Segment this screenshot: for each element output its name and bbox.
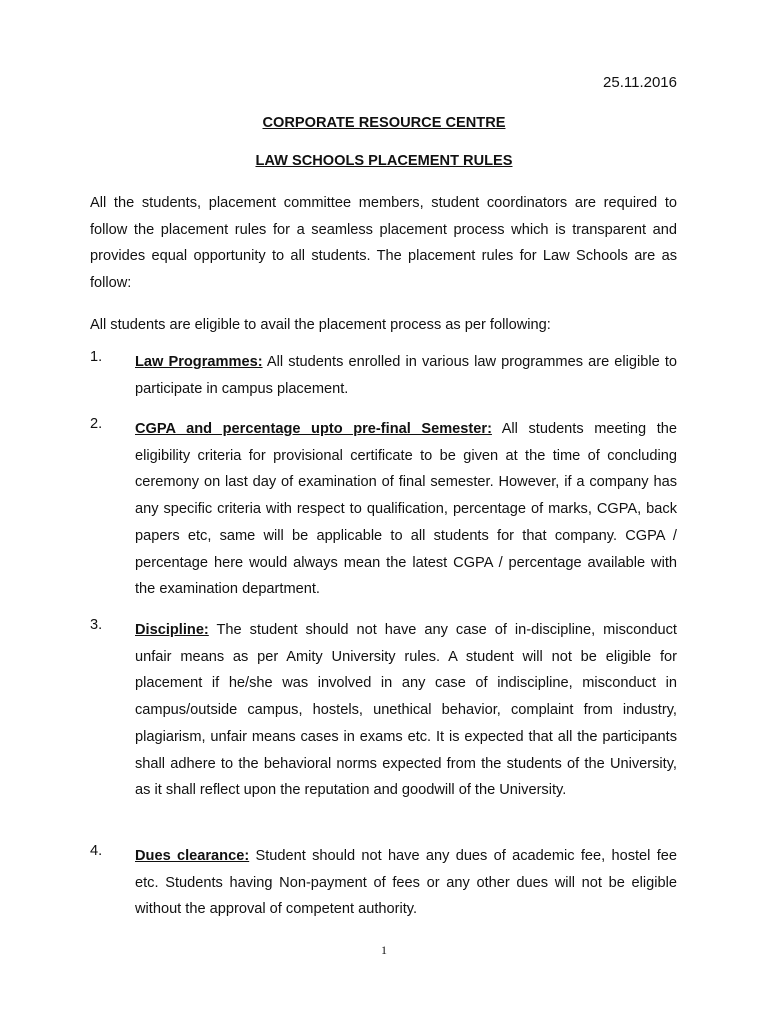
rule-item	[90, 617, 677, 804]
rule-number: 2.	[90, 416, 103, 432]
page-number: 1	[381, 943, 387, 957]
rule-term: Discipline:	[135, 622, 209, 638]
rule-item	[90, 416, 677, 603]
rule-body	[135, 843, 677, 923]
rule-term: Dues clearance:	[135, 848, 250, 864]
rule-body	[135, 416, 677, 603]
centre-title: CORPORATE RESOURCE CENTRE	[262, 115, 506, 131]
document-date: 25.11.2016	[603, 74, 677, 91]
rule-term: CGPA and percentage upto pre-final Semester:	[135, 421, 492, 437]
rule-number: 3.	[90, 617, 103, 633]
intro-paragraph: All the students, placement committee members, student coordinators are required to follow the placement rules for a seamless placement process which is transparent and provides equal opportunity to all students. The placement rules for Law Schools are as follow:	[90, 195, 677, 292]
lead-paragraph: All students are eligible to avail the placement process as per following:	[90, 317, 551, 333]
rule-item	[90, 843, 677, 923]
rule-term: Law Programmes:	[135, 354, 263, 370]
rule-text: Student should not have any dues of academic fee, hostel fee etc. Students having Non-payment of fees or any other dues will not be eligible without the approval of competent authority.	[135, 848, 677, 918]
rule-text: All students enrolled in various law programmes are eligible to participate in campus placement.	[135, 354, 677, 397]
rule-item	[90, 349, 677, 402]
rule-body	[135, 349, 677, 402]
rule-text: The student should not have any case of in-discipline, misconduct unfair means as per Amity University rules. A student will not be eligible for placement if he/she was involved in any case of indiscipline, misconduct in campus/outside campus, hostels, unethical behavior, complaint from industry, plagiarism, unfair means cases in exams etc. It is expected that all the participants shall adhere to the behavioral norms expected from the students of the University, as it shall reflect upon the reputation and goodwill of the University.	[135, 622, 677, 799]
rule-number: 4.	[90, 843, 103, 859]
rule-number: 1.	[90, 349, 103, 365]
rules-title: LAW SCHOOLS PLACEMENT RULES	[255, 153, 513, 169]
rule-body	[135, 617, 677, 804]
rule-text: All students meeting the eligibility criteria for provisional certificate to be given at the time of concluding ceremony on last day of examination of final semester. However, if a company has any specific criteria with respect to qualification, percentage of marks, CGPA, back papers etc, same will be applicable to all students for that company. CGPA / percentage here would always mean the latest CGPA / percentage available with the examination department.	[135, 421, 677, 598]
